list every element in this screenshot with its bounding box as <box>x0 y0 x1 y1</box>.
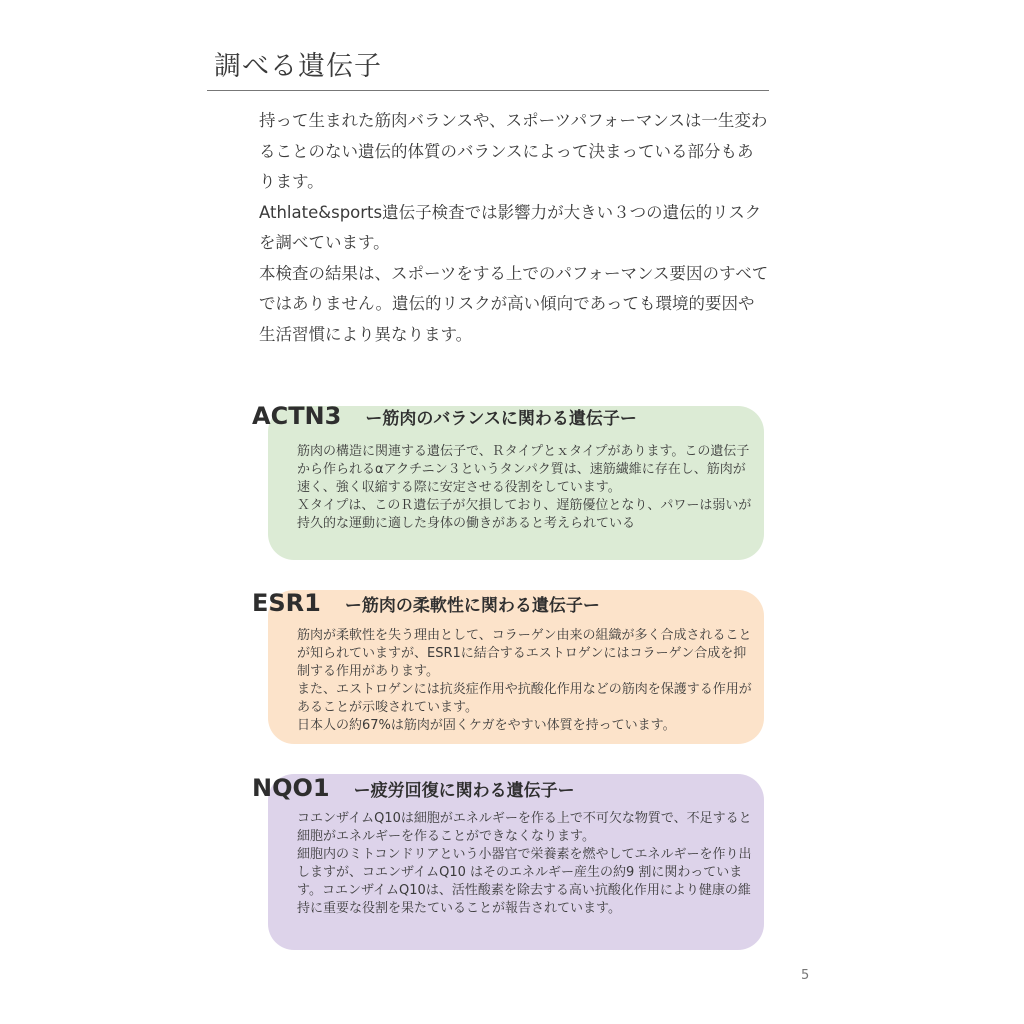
intro-paragraph: Athlate&sports遺伝子検査では影響力が大きい３つの遺伝的リスクを調べています。 <box>259 202 762 252</box>
gene-subtitle: ー筋肉の柔軟性に関わる遺伝子ー <box>344 596 600 616</box>
gene-subtitle: ー筋肉のバランスに関わる遺伝子ー <box>365 409 637 429</box>
title-divider <box>207 90 769 91</box>
esr1-heading <box>252 589 600 617</box>
gene-name: ESR1 <box>252 589 321 617</box>
gene-name: ACTN3 <box>252 402 342 430</box>
section-paragraph: 日本人の約67%は筋肉が固くケガをやすい体質を持っています。 <box>297 718 676 733</box>
nqo1-heading <box>252 774 575 802</box>
section-paragraph: Ｘタイプは、このＲ遺伝子が欠損しており、遅筋優位となり、パワーは弱いが持久的な運動に適した身体の働きがあると考えられている <box>297 498 752 531</box>
section-paragraph: 細胞内のミトコンドリアという小器官で栄養素を燃やしてエネルギーを作り出しますが、コエンザイムQ10 はそのエネルギー産生の約9 割に関わっています。コエンザイムQ10は、活性酸素を除去する高い抗酸化作用により健康の維持に重要な役割を果たていることが報告されています。 <box>297 847 752 916</box>
section-paragraph: 筋肉が柔軟性を失う理由として、コラーゲン由来の組織が多く合成されることが知られていますが、ESR1に結合するエストロゲンにはコラーゲン合成を抑制する作用があります。 <box>297 628 752 679</box>
gene-subtitle: ー疲労回復に関わる遺伝子ー <box>353 781 575 801</box>
section-paragraph: また、エストロゲンには抗炎症作用や抗酸化作用などの筋肉を保護する作用があることが示唆されています。 <box>297 682 752 715</box>
page-number: 5 <box>801 968 810 983</box>
actn3-heading <box>252 402 637 430</box>
intro-text <box>259 106 769 350</box>
esr1-description <box>297 627 753 735</box>
intro-paragraph: 持って生まれた筋肉バランスや、スポーツパフォーマンスは一生変わることのない遺伝的体質のバランスによって決まっている部分もあります。 <box>259 111 768 191</box>
page-title: 調べる遺伝子 <box>214 51 382 82</box>
section-paragraph: コエンザイムQ10は細胞がエネルギーを作る上で不可欠な物質で、不足すると細胞がエネルギーを作ることができなくなります。 <box>297 811 752 844</box>
nqo1-description <box>297 810 753 918</box>
actn3-description <box>297 443 753 533</box>
gene-name: NQO1 <box>252 774 330 802</box>
section-paragraph: 筋肉の構造に関連する遺伝子で、Ｒタイプとｘタイプがあります。この遺伝子から作られるαアクチニン３というタンパク質は、速筋繊維に存在し、筋肉が速く、強く収縮する際に安定させる役割をしています。 <box>297 444 750 495</box>
intro-paragraph: 本検査の結果は、スポーツをする上でのパフォーマンス要因のすべてではありません。遺伝的リスクが高い傾向であっても環境的要因や生活習慣により異なります。 <box>259 263 769 344</box>
